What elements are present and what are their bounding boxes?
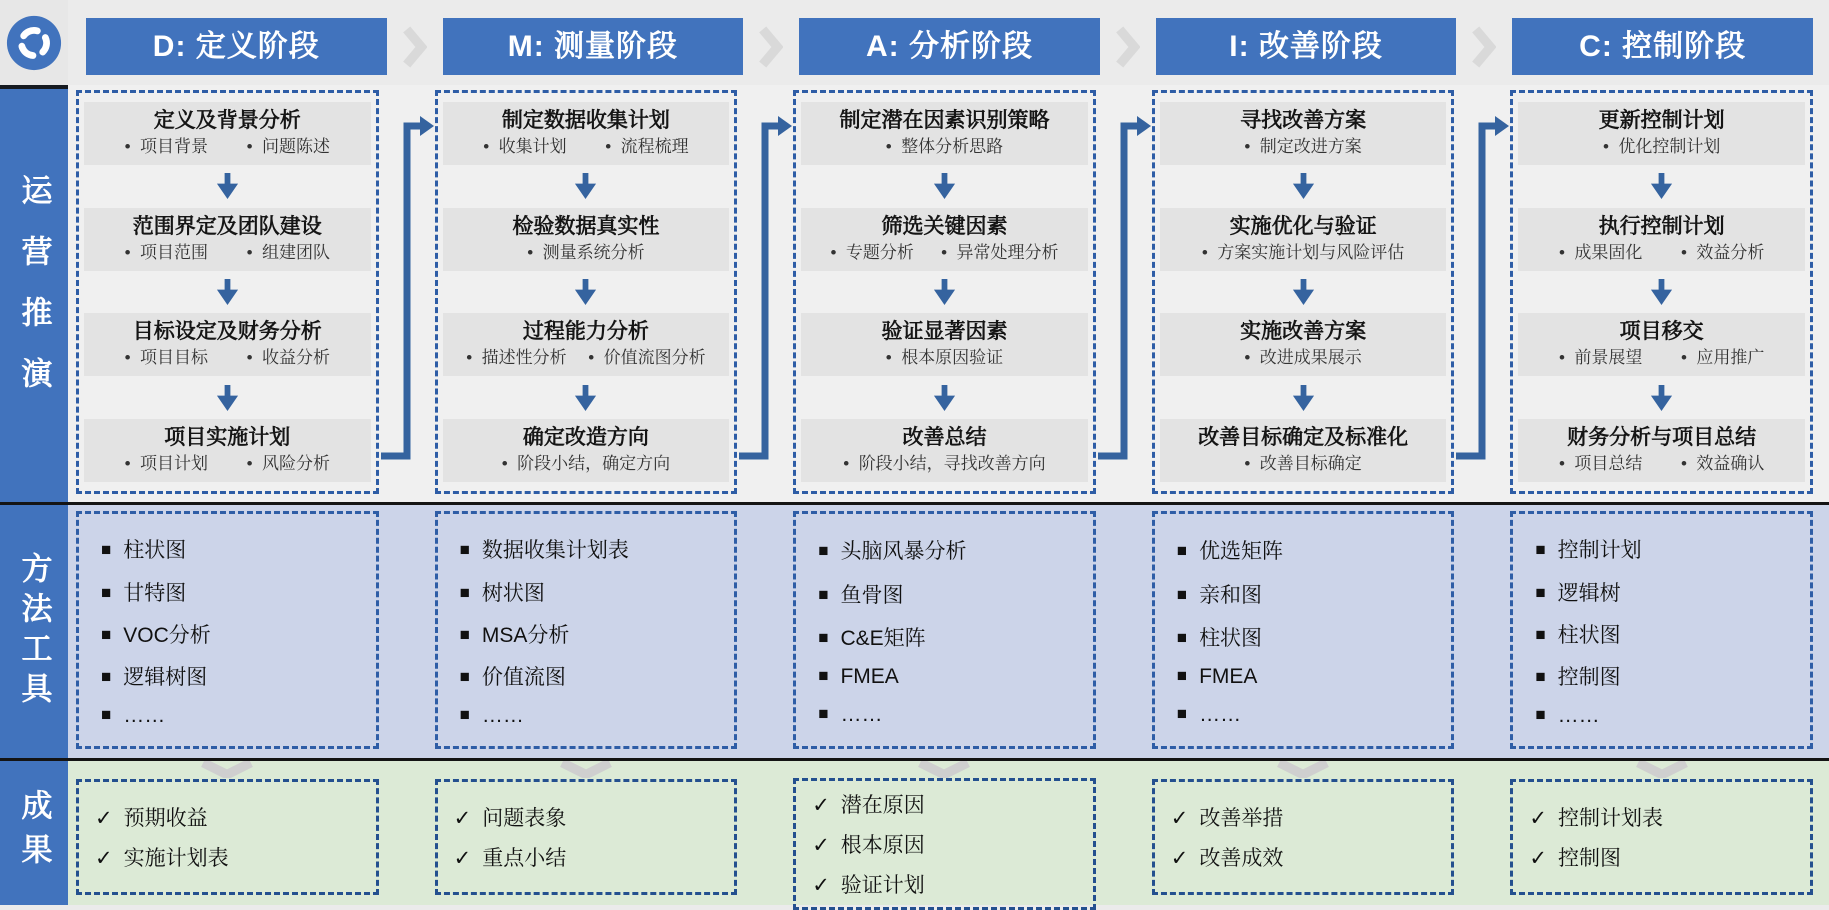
sidebar-section-tools: [0, 502, 68, 758]
results-gap: [737, 761, 793, 895]
tool-item: ■ 树状图: [460, 577, 713, 607]
step-bullets: [86, 241, 369, 265]
sidebar-label-results: 成果: [16, 789, 52, 877]
tool-item: ■ 鱼骨图: [818, 579, 1071, 609]
tools-gap: [737, 511, 793, 749]
step-title: 定义及背景分析: [153, 109, 301, 132]
sidebar-section-results: [0, 758, 68, 905]
tool-item: ■ MSA分析: [460, 619, 713, 649]
connector-arrow-icon: [737, 90, 793, 494]
phase-tools-column: [1510, 511, 1813, 749]
step-bullet: • 专题分析: [830, 241, 913, 265]
flow-step: [801, 208, 1088, 271]
results-gap: [379, 761, 435, 895]
chevron-down-icon: [1152, 761, 1455, 779]
sidebar-section-flow: [0, 85, 68, 502]
phase-tools-column: [1152, 511, 1455, 749]
connector-arrow-icon: [379, 90, 435, 494]
tool-item: ■ FMEA: [818, 665, 1071, 689]
tool-item: ■ 数据收集计划表: [460, 534, 713, 564]
down-arrow-icon: [801, 385, 1088, 411]
flow-step: [1160, 313, 1447, 376]
down-arrow-icon: [443, 279, 730, 305]
step-bullet: • 流程梳理: [605, 135, 688, 159]
header-chevron-icon: [1100, 25, 1156, 69]
flow-step: [801, 419, 1088, 482]
down-arrow-icon: [443, 173, 730, 199]
step-bullets: [1162, 135, 1445, 159]
result-item: ✓ 问题表象: [454, 802, 719, 832]
phase-header-row: [68, 0, 1829, 85]
phase-header: M: 测量阶段: [443, 18, 744, 75]
results-box: [1510, 779, 1813, 895]
step-title: 寻找改善方案: [1240, 109, 1367, 132]
result-item: ✓ 实施计划表: [95, 842, 360, 872]
down-arrow-icon: [84, 173, 371, 199]
header-chevron-icon: [743, 25, 799, 69]
step-bullet: • 测量系统分析: [527, 241, 644, 265]
flow-step: [1518, 102, 1805, 165]
results-box: [1152, 779, 1455, 895]
step-title: 筛选关键因素: [881, 214, 1008, 238]
down-arrow-icon: [1160, 385, 1447, 411]
step-title: 项目实施计划: [164, 425, 291, 449]
tool-item: ■ ……: [1177, 703, 1430, 727]
phase-flow-column: [76, 90, 379, 494]
step-title: 范围界定及团队建设: [132, 214, 322, 238]
logo: [0, 0, 68, 85]
step-bullet: • 前景展望: [1559, 346, 1642, 370]
step-bullet: • 项目背景: [125, 135, 208, 159]
phase-tools-column: [76, 511, 379, 749]
down-arrow-icon: [1518, 385, 1805, 411]
results-box: [435, 779, 738, 895]
result-item: ✓ 验证计划: [812, 869, 1077, 899]
phase-header: I: 改善阶段: [1156, 18, 1457, 75]
down-arrow-icon: [1160, 173, 1447, 199]
tools-gap: [1454, 511, 1510, 749]
step-bullet: • 异常处理分析: [941, 241, 1058, 265]
tool-item: ■ 优选矩阵: [1177, 535, 1430, 565]
flow-step: [1518, 419, 1805, 482]
step-bullet: • 组建团队: [247, 241, 330, 265]
step-bullets: [445, 346, 728, 370]
step-bullet: • 优化控制计划: [1603, 135, 1720, 159]
phase-header: A: 分析阶段: [799, 18, 1100, 75]
result-item: ✓ 控制图: [1529, 842, 1794, 872]
step-bullets: [1520, 135, 1803, 159]
step-bullet: • 收集计划: [483, 135, 566, 159]
phase-results-column: [1510, 761, 1813, 895]
step-bullet: • 成果固化: [1559, 241, 1642, 265]
tool-item: ■ 逻辑树图: [101, 661, 354, 691]
connector-arrow-icon: [1096, 90, 1152, 494]
step-bullet: • 应用推广: [1681, 346, 1764, 370]
tool-item: ■ 控制计划: [1535, 534, 1788, 564]
flow-step: [84, 313, 371, 376]
down-arrow-icon: [84, 385, 371, 411]
phase-header: C: 控制阶段: [1512, 18, 1813, 75]
step-title: 检验数据真实性: [512, 214, 660, 238]
phase-results-column: [793, 761, 1096, 895]
phase-results-column: [76, 761, 379, 895]
step-bullets: [86, 135, 369, 159]
step-bullets: [445, 135, 728, 159]
down-arrow-icon: [1518, 279, 1805, 305]
connector-arrow-icon: [1454, 90, 1510, 494]
phase-results-column: [435, 761, 738, 895]
tool-item: ■ 亲和图: [1177, 579, 1430, 609]
tool-item: ■ ……: [1535, 704, 1788, 728]
flow-step: [443, 102, 730, 165]
phase-flow-column: [793, 90, 1096, 494]
step-title: 项目移交: [1619, 320, 1704, 344]
tools-gap: [1096, 511, 1152, 749]
step-bullet: • 方案实施计划与风险评估: [1202, 241, 1404, 265]
tools-band: [68, 502, 1829, 758]
step-bullet: • 项目总结: [1559, 452, 1642, 476]
tool-item: ■ ……: [818, 703, 1071, 727]
tool-item: ■ FMEA: [1177, 665, 1430, 689]
down-arrow-icon: [1518, 173, 1805, 199]
step-bullets: [1520, 346, 1803, 370]
tool-item: ■ VOC分析: [101, 619, 354, 649]
down-arrow-icon: [801, 173, 1088, 199]
step-bullets: [803, 346, 1086, 370]
result-item: ✓ 重点小结: [454, 842, 719, 872]
flow-band: [68, 85, 1829, 502]
step-title: 更新控制计划: [1598, 109, 1725, 132]
step-title: 改善总结: [902, 425, 987, 449]
flow-step: [1160, 102, 1447, 165]
step-bullets: [1520, 241, 1803, 265]
step-bullets: [445, 452, 728, 476]
step-bullets: [803, 241, 1086, 265]
step-bullets: [1520, 452, 1803, 476]
tool-item: ■ 柱状图: [1177, 622, 1430, 652]
result-item: ✓ 控制计划表: [1529, 802, 1794, 832]
chevron-down-icon: [76, 761, 379, 779]
phase-results-column: [1152, 761, 1455, 895]
header-chevron-icon: [1456, 25, 1512, 69]
down-arrow-icon: [1160, 279, 1447, 305]
step-title: 验证显著因素: [881, 320, 1008, 344]
chevron-down-icon: [1510, 761, 1813, 779]
flow-step: [801, 102, 1088, 165]
step-bullet: • 风险分析: [247, 452, 330, 476]
step-bullets: [86, 452, 369, 476]
tool-item: ■ ……: [460, 704, 713, 728]
results-gap: [1454, 761, 1510, 895]
down-arrow-icon: [443, 385, 730, 411]
tool-item: ■ 价值流图: [460, 661, 713, 691]
step-bullet: • 价值流图分析: [588, 346, 705, 370]
phase-tools-column: [793, 511, 1096, 749]
step-bullet: • 项目目标: [125, 346, 208, 370]
tool-item: ■ 柱状图: [101, 534, 354, 564]
step-bullet: • 阶段小结，寻找改善方向: [843, 452, 1045, 476]
flow-step: [84, 102, 371, 165]
step-bullets: [1162, 452, 1445, 476]
step-title: 实施改善方案: [1240, 320, 1367, 344]
results-box: [76, 779, 379, 895]
step-bullet: • 根本原因验证: [886, 346, 1003, 370]
result-item: ✓ 预期收益: [95, 802, 360, 832]
tool-item: ■ 柱状图: [1535, 619, 1788, 649]
sidebar-label-flow: 运营推演: [16, 173, 52, 418]
step-title: 制定潜在因素识别策略: [839, 109, 1050, 132]
step-title: 制定数据收集计划: [501, 109, 670, 132]
down-arrow-icon: [84, 279, 371, 305]
flow-step: [84, 208, 371, 271]
flow-step: [801, 313, 1088, 376]
tool-item: ■ ……: [101, 704, 354, 728]
flow-step: [443, 208, 730, 271]
step-title: 过程能力分析: [522, 320, 649, 344]
flow-step: [1518, 208, 1805, 271]
flow-step: [443, 419, 730, 482]
flow-step: [1518, 313, 1805, 376]
step-title: 确定改造方向: [522, 425, 649, 449]
step-title: 目标设定及财务分析: [132, 320, 322, 344]
result-item: ✓ 潜在原因: [812, 789, 1077, 819]
header-chevron-icon: [387, 25, 443, 69]
step-bullet: • 制定改进方案: [1244, 135, 1361, 159]
result-item: ✓ 改善举措: [1171, 802, 1436, 832]
phase-flow-column: [1152, 90, 1455, 494]
step-title: 改善目标确定及标准化: [1198, 425, 1409, 449]
results-box: [793, 778, 1096, 910]
flow-step: [84, 419, 371, 482]
phase-flow-column: [1510, 90, 1813, 494]
chevron-down-icon: [435, 761, 738, 779]
step-bullets: [1162, 241, 1445, 265]
result-item: ✓ 改善成效: [1171, 842, 1436, 872]
tool-item: ■ 头脑风暴分析: [818, 535, 1071, 565]
step-bullet: • 改进成果展示: [1244, 346, 1361, 370]
tool-item: ■ 甘特图: [101, 577, 354, 607]
flow-step: [1160, 208, 1447, 271]
step-bullets: [86, 346, 369, 370]
step-bullets: [803, 452, 1086, 476]
results-band: [68, 758, 1829, 905]
flow-step: [443, 313, 730, 376]
phase-flow-column: [435, 90, 738, 494]
step-bullets: [445, 241, 728, 265]
tools-gap: [379, 511, 435, 749]
step-bullets: [803, 135, 1086, 159]
step-bullet: • 效益确认: [1681, 452, 1764, 476]
sidebar-label-tools: 方法工具: [16, 551, 52, 712]
step-title: 实施优化与验证: [1229, 214, 1377, 238]
step-bullet: • 阶段小结，确定方向: [502, 452, 670, 476]
tool-item: ■ C&E矩阵: [818, 622, 1071, 652]
results-gap: [1096, 761, 1152, 895]
phase-header: D: 定义阶段: [86, 18, 387, 75]
tool-item: ■ 控制图: [1535, 661, 1788, 691]
tool-item: ■ 逻辑树: [1535, 577, 1788, 607]
chevron-down-icon: [793, 761, 1096, 778]
result-item: ✓ 根本原因: [812, 829, 1077, 859]
step-title: 执行控制计划: [1598, 214, 1725, 238]
phase-tools-column: [435, 511, 738, 749]
step-bullet: • 项目范围: [125, 241, 208, 265]
swirl-logo-icon: [5, 14, 63, 72]
step-bullets: [1162, 346, 1445, 370]
step-bullet: • 收益分析: [247, 346, 330, 370]
step-bullet: • 问题陈述: [247, 135, 330, 159]
step-bullet: • 效益分析: [1681, 241, 1764, 265]
down-arrow-icon: [801, 279, 1088, 305]
step-bullet: • 项目计划: [125, 452, 208, 476]
step-title: 财务分析与项目总结: [1567, 425, 1757, 449]
flow-step: [1160, 419, 1447, 482]
step-bullet: • 整体分析思路: [886, 135, 1003, 159]
step-bullet: • 描述性分析: [466, 346, 566, 370]
step-bullet: • 改善目标确定: [1244, 452, 1361, 476]
